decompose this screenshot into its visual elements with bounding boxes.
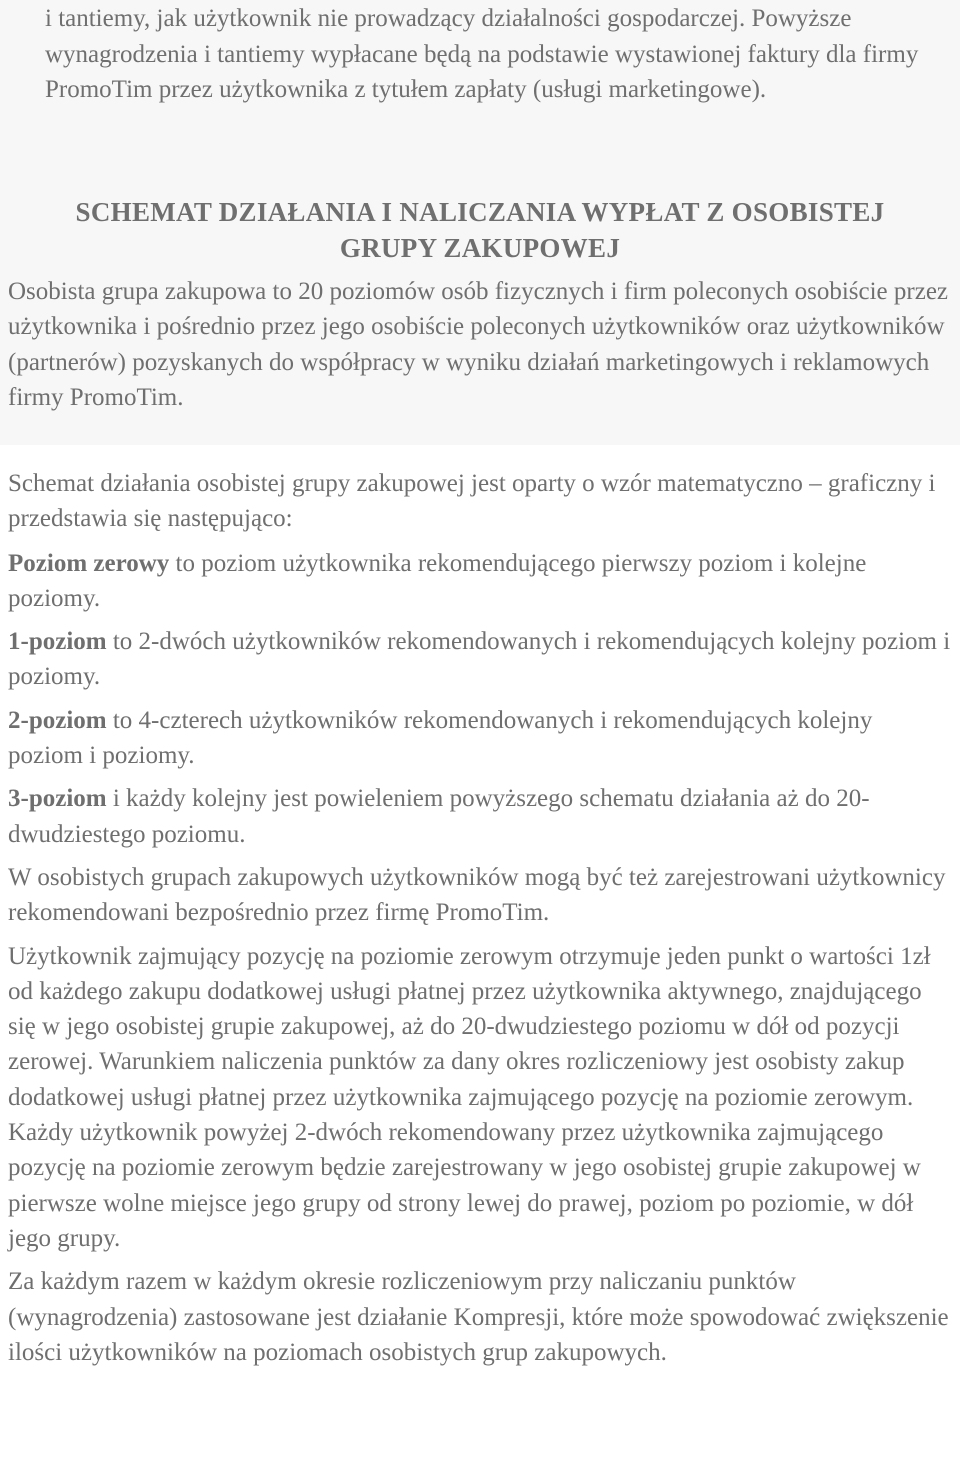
highlighted-section (0, 0, 960, 445)
level-0-paragraph (8, 546, 953, 617)
direct-registration-paragraph: W osobistych grupach zakupowych użytkowników mogą być też zarejestrowani użytkownicy rekomendowani bezpośrednio przez firmę PromoTim. (8, 863, 946, 927)
section-title (0, 194, 960, 266)
level-description: to poziom użytkownika rekomendującego pierwszy poziom i kolejne poziomy. (8, 549, 867, 612)
level-1-paragraph (8, 624, 953, 695)
section-title-line-2: GRUPY ZAKUPOWEJ (339, 233, 621, 263)
compression-paragraph: Za każdym razem w każdym okresie rozliczeniowym przy naliczaniu punktów (wynagrodzenia) zastosowane jest działanie Kompresji, które może spowodować zwiększenie ilości użytkowników na poziomach osobistych grup zakupowych. (8, 1268, 949, 1366)
level-description: to 4-czterech użytkowników rekomendowanych i rekomendujących kolejny poziom i poziomy. (8, 706, 873, 770)
level-description: to 2-dwóch użytkowników rekomendowanych i rekomendujących kolejny poziom i poziomy. (8, 628, 951, 691)
level-term: 1-poziom (8, 628, 107, 656)
level-3-paragraph (8, 781, 953, 852)
body-text (8, 466, 953, 1378)
level-term: Poziom zerowy (8, 549, 170, 577)
schema-paragraph: Schemat działania osobistej grupy zakupowej jest oparty o wzór matematyczno – graficzny i przedstawia się następująco: (8, 470, 936, 533)
level-description: i każdy kolejny jest powieleniem powyższego schematu działania aż do 20-dwudziestego poziomu. (8, 785, 870, 848)
level-term: 2-poziom (8, 706, 107, 734)
intro-paragraph: i tantiemy, jak użytkownik nie prowadzący działalności gospodarczej. Powyższe wynagrodzenia i tantiemy wypłacane będą na podstawie wystawionej faktury dla firmy PromoTim przez użytkownika z tytułem zapłaty (usługi marketingowe). (45, 5, 919, 103)
section-title-line-1: SCHEMAT DZIAŁANIA I NALICZANIA WYPŁAT Z OSOBISTEJ (75, 197, 885, 227)
level-term: 3-poziom (8, 785, 107, 813)
points-paragraph: Użytkownik zajmujący pozycję na poziomie zerowym otrzymuje jeden punkt o wartości 1zł od każdego zakupu dodatkowej usługi płatnej przez użytkownika aktywnego, znajdującego się w jego osobistej grupie zakupowej, aż do 20-dwudziestego poziomu w dół od pozycji zerowej. Warunkiem naliczenia punktów za dany okres rozliczeniowy jest osobisty zakup dodatkowej usługi płatnej przez użytkownika zajmującego pozycję na poziomie zerowym. Każdy użytkownik powyżej 2-dwóch rekomendowany przez użytkownika zajmującego pozycję na poziomie zerowym będzie zarejestrowany w jego osobistej grupie zakupowej w pierwsze wolne miejsce jego grupy od strony lewej do prawej, poziom po poziomie, w dół jego grupy. (8, 942, 931, 1252)
lead-paragraph: Osobista grupa zakupowa to 20 poziomów osób fizycznych i firm poleconych osobiście przez użytkownika i pośrednio przez jego osobiście poleconych użytkowników oraz użytkowników (partnerów) pozyskanych do współpracy w wyniku działań marketingowych i reklamowych firmy PromoTim. (8, 278, 949, 411)
level-2-paragraph (8, 703, 953, 774)
